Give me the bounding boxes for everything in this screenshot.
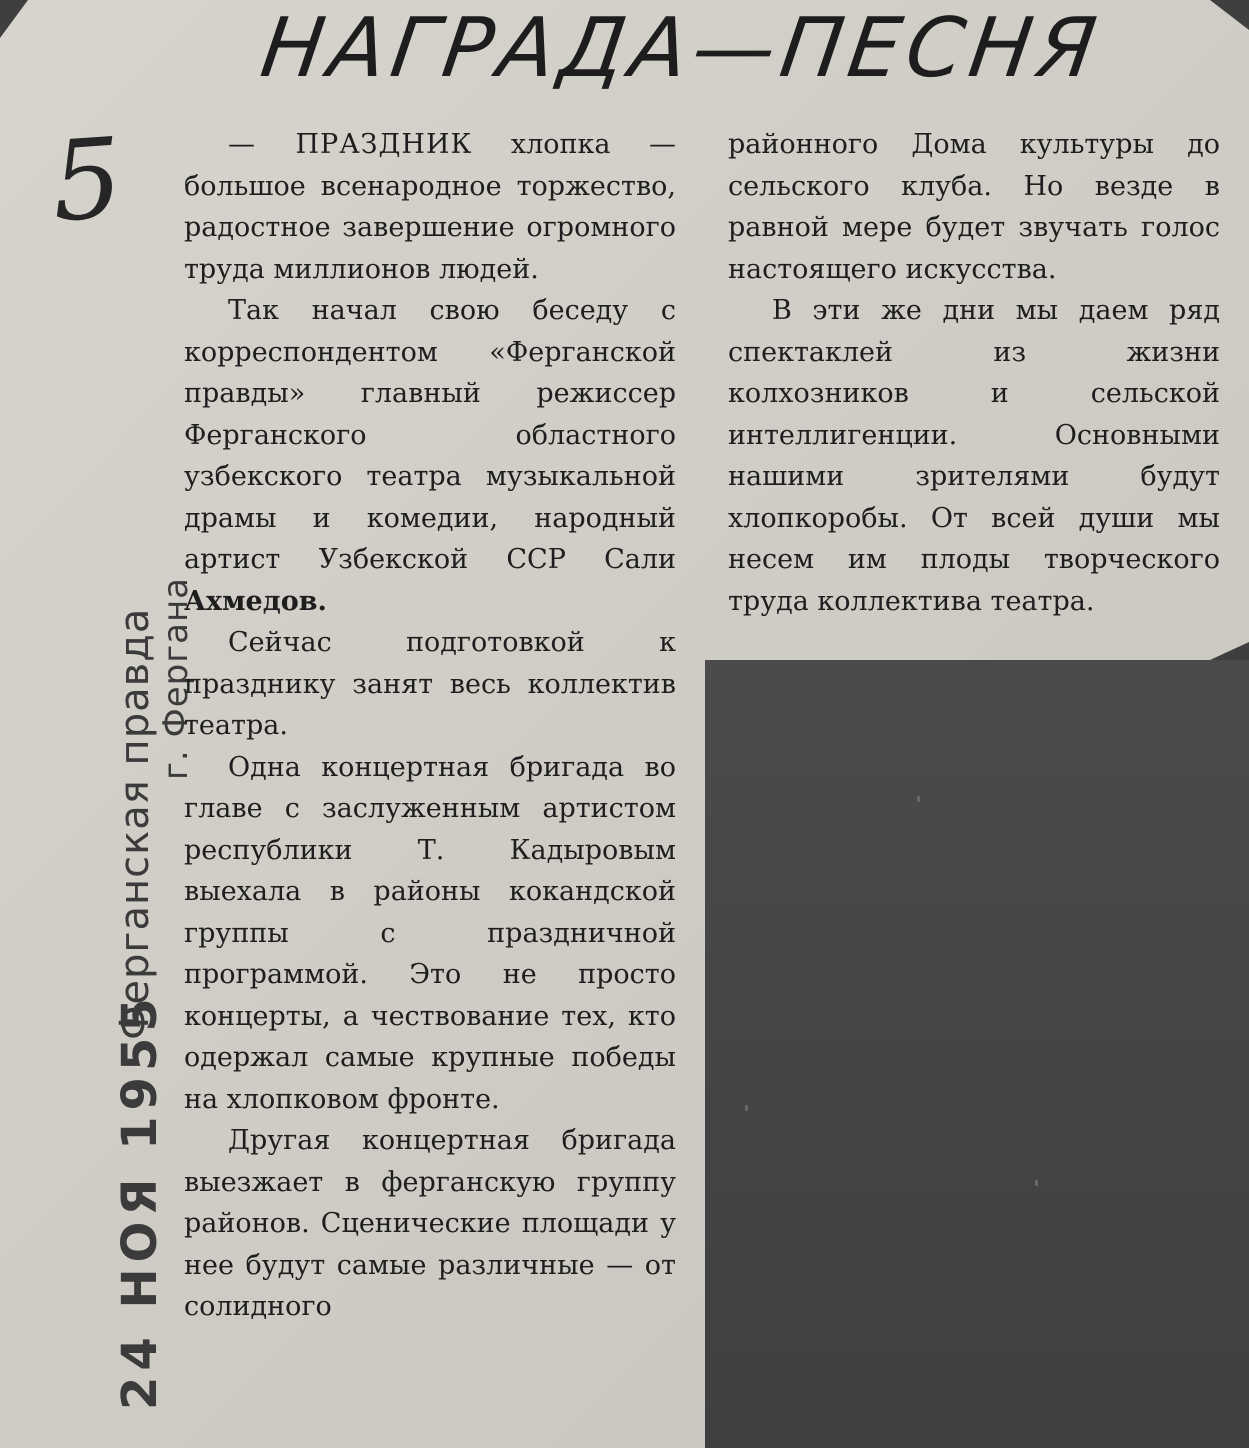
article-column-2: [728, 124, 1220, 622]
paragraph: [184, 290, 676, 622]
backing-board: [705, 660, 1249, 1448]
paragraph: [184, 124, 676, 290]
lead-word: — ПРАЗДНИК: [228, 129, 473, 160]
paragraph-text: хлопка — большое всенародное торжество, радостное завершение огромного труда миллионов людей.: [184, 129, 676, 285]
paragraph: Сейчас подготовкой к празднику занят весь коллектив театра.: [184, 627, 676, 741]
speck: [917, 796, 920, 802]
article-column-1: [184, 124, 676, 1328]
stamp-city: г. Фергана: [156, 576, 196, 780]
paragraph-text: Так начал свою беседу с корреспондентом «Ферганской правды» главный режиссер Ферганского областного узбекского театра музыкальной драмы и комедии, народный артист Узбекской ССР Сали: [184, 295, 676, 575]
stamp-newspaper: Ферганская правда: [112, 607, 158, 1040]
speck: [1035, 1180, 1038, 1186]
speck: [745, 1105, 748, 1111]
paragraph: В эти же дни мы даем ряд спектаклей из жизни колхозников и сельской интеллигенции. Основными нашими зрителями будут хлопкоробы. От всей души мы несем им плоды творческого труда коллектива театра.: [728, 295, 1220, 617]
headline: НАГРАДА—ПЕСНЯ: [255, 1, 1108, 96]
handwritten-page-number: 5: [47, 113, 127, 247]
person-name: Ахмедов.: [184, 585, 327, 617]
paragraph: районного Дома культуры до сельского клуба. Но везде в равной мере будет звучать голос настоящего искусства.: [728, 129, 1220, 285]
paragraph: Одна концертная бригада во главе с заслуженным артистом республики Т. Кадыровым выехала в районы кокандской группы с праздничной программой. Это не просто концерты, а чествование тех, кто одержал самые крупные победы на хлопковом фронте.: [184, 751, 676, 1115]
stamp-date: 24 НОЯ 1955: [112, 992, 168, 1410]
paragraph: Другая концертная бригада выезжает в ферганскую группу районов. Сценические площади у нее будут самые различные — от солидного: [184, 1125, 676, 1322]
